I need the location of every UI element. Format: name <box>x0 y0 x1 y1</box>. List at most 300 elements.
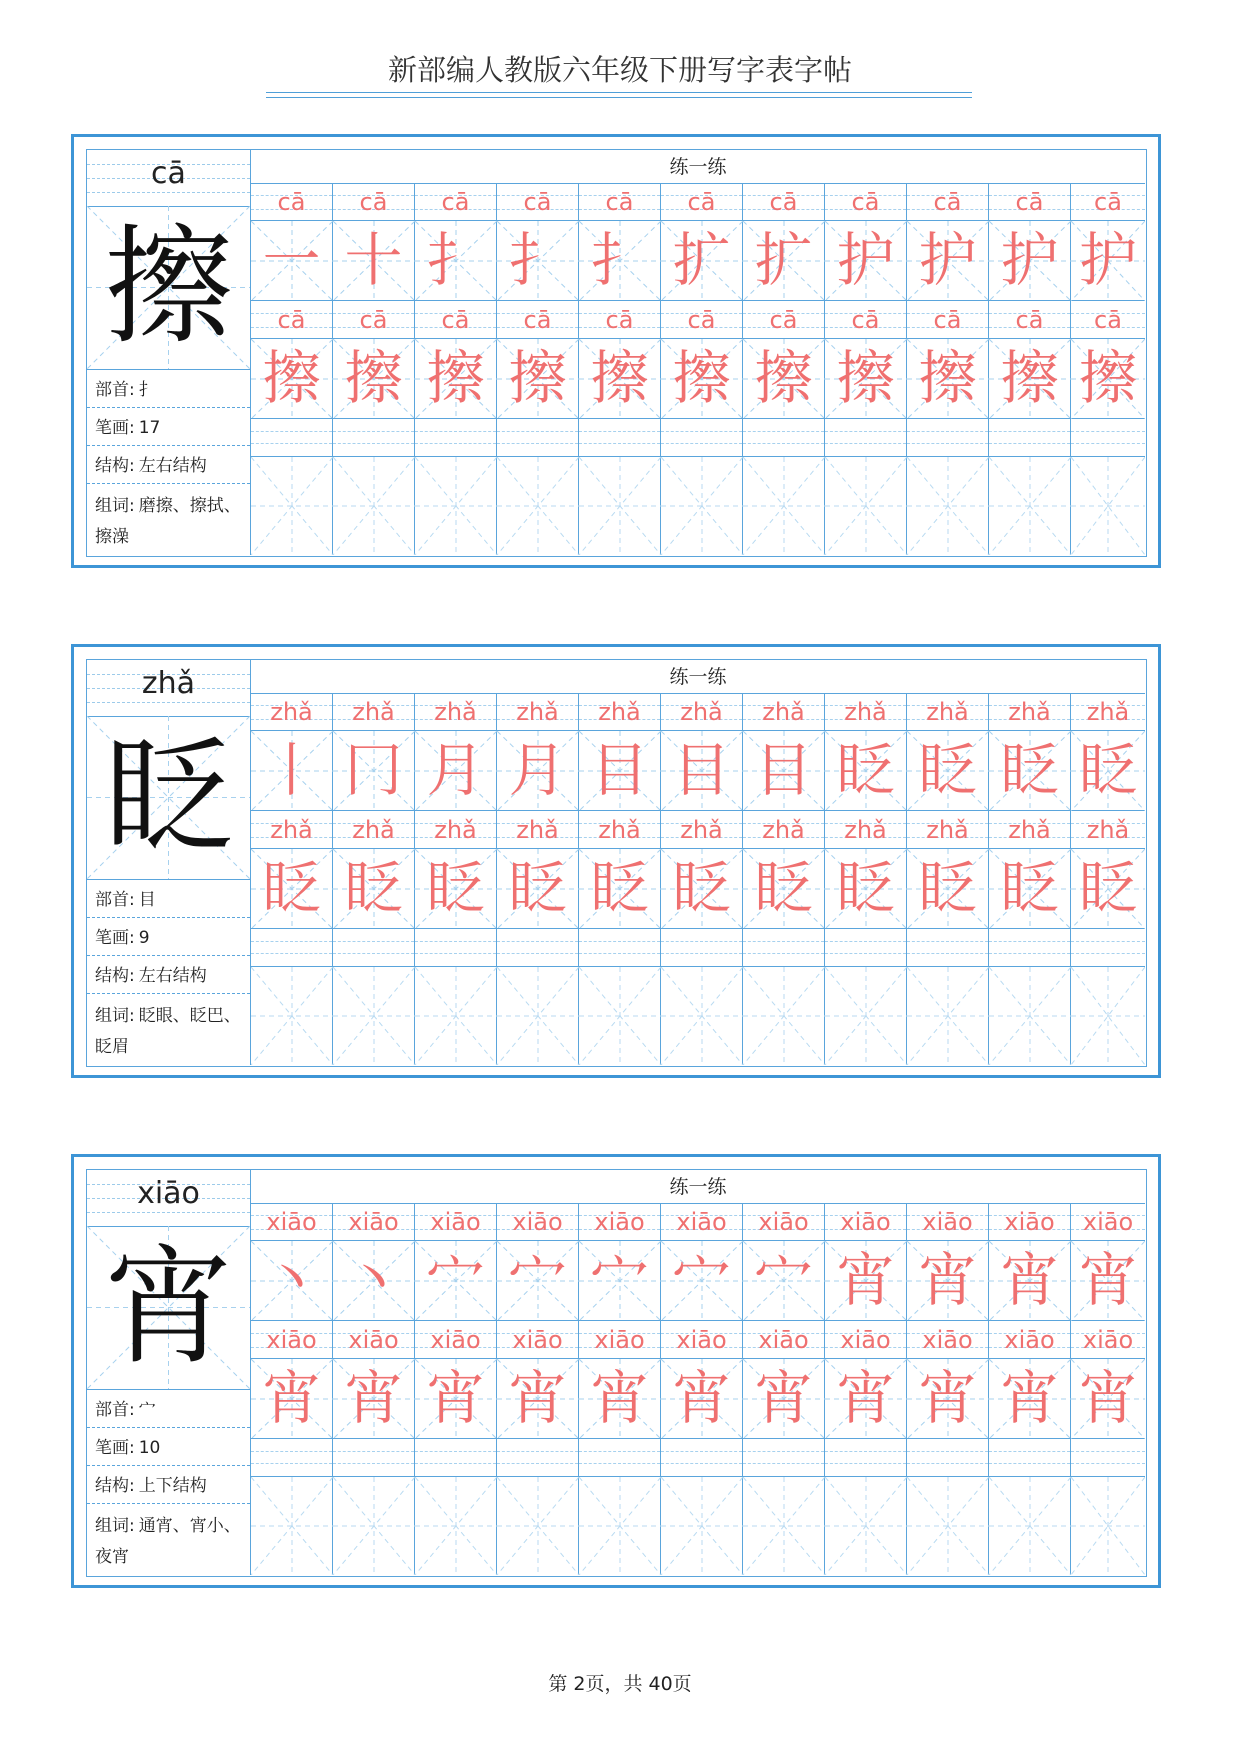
words-info-value: 通宵、宵小、夜宵 <box>95 1516 241 1567</box>
character-card <box>71 134 1161 568</box>
pinyin-guide-line <box>743 1451 824 1452</box>
pinyin-cell-text: zhǎ <box>434 816 477 844</box>
mizi-guide <box>497 457 579 555</box>
pinyin-guide-line <box>415 1463 496 1464</box>
blank-writing-cell <box>497 457 579 555</box>
pinyin-cell <box>1071 1321 1145 1359</box>
tracing-cell <box>907 1241 989 1321</box>
pinyin-guide-line <box>579 1463 660 1464</box>
pinyin-guide-line <box>989 431 1070 432</box>
pinyin-guide-line <box>251 953 332 954</box>
pinyin-cell <box>497 811 579 849</box>
tracing-character: 丨 <box>262 736 321 804</box>
tracing-cell <box>1071 221 1145 301</box>
main-pinyin-text: cā <box>151 156 186 191</box>
blank-pinyin-cell <box>251 1439 333 1477</box>
tracing-character: 擦 <box>590 344 649 412</box>
tracing-character: 宵 <box>508 1364 567 1432</box>
main-character-box <box>87 206 250 370</box>
blank-pinyin-cell <box>415 929 497 967</box>
tracing-character: 眨 <box>918 736 977 804</box>
tracing-cell <box>333 1241 415 1321</box>
main-character: 眨 <box>104 723 233 872</box>
tracing-cell <box>579 339 661 419</box>
tracing-character: 宵 <box>672 1364 731 1432</box>
pinyin-cell <box>579 811 661 849</box>
tracing-character: 宵 <box>262 1364 321 1432</box>
mizi-guide <box>907 1477 989 1575</box>
tracing-cell <box>661 1359 743 1439</box>
pinyin-cell <box>989 1321 1071 1359</box>
pinyin-guide-line <box>907 941 988 942</box>
blank-pinyin-cell <box>1071 929 1145 967</box>
pinyin-cell-text: cā <box>687 306 716 334</box>
blank-pinyin-cell <box>333 419 415 457</box>
tracing-character: 眨 <box>1078 736 1137 804</box>
mizi-guide <box>579 457 661 555</box>
pinyin-guide-line <box>87 702 250 703</box>
tracing-cell <box>743 339 825 419</box>
blank-pinyin-cell <box>415 419 497 457</box>
radical-info-value: 宀 <box>138 1400 156 1420</box>
blank-writing-cell <box>415 457 497 555</box>
page-footer: 第 2页，共 40页 <box>548 1673 692 1695</box>
pinyin-cell <box>497 183 579 221</box>
blank-pinyin-cell <box>907 929 989 967</box>
pinyin-guide-line <box>661 941 742 942</box>
pinyin-cell <box>661 693 743 731</box>
words-info-value: 眨眼、眨巴、眨眉 <box>95 1006 241 1057</box>
pinyin-cell-text: cā <box>687 188 716 216</box>
pinyin-cell-text: cā <box>933 188 962 216</box>
pinyin-cell <box>825 1321 907 1359</box>
main-pinyin <box>87 150 250 207</box>
tracing-character: 扌 <box>426 226 485 294</box>
pinyin-cell-text: xiāo <box>840 1208 891 1236</box>
tracing-cell <box>497 849 579 929</box>
blank-writing-cell <box>251 1477 333 1575</box>
tracing-cell <box>1071 339 1145 419</box>
blank-pinyin-cell <box>415 1439 497 1477</box>
pinyin-cell <box>415 183 497 221</box>
tracing-cell <box>825 221 907 301</box>
tracing-cell <box>1071 1241 1145 1321</box>
pinyin-cell-text: zhǎ <box>762 816 805 844</box>
blank-writing-cell <box>251 457 333 555</box>
pinyin-cell-text: xiāo <box>348 1326 399 1354</box>
pinyin-guide-line <box>1071 443 1145 444</box>
tracing-character: 护 <box>836 226 895 294</box>
pinyin-guide-line <box>989 953 1070 954</box>
pinyin-guide-line <box>415 1451 496 1452</box>
pinyin-cell-text: zhǎ <box>516 698 559 726</box>
tracing-character: 十 <box>344 226 403 294</box>
blank-pinyin-cell <box>251 419 333 457</box>
pinyin-cell <box>743 1321 825 1359</box>
tracing-cell <box>743 731 825 811</box>
mizi-guide <box>497 967 579 1065</box>
mizi-guide <box>743 1477 825 1575</box>
blank-pinyin-cell <box>743 419 825 457</box>
structure-info-value: 左右结构 <box>138 966 207 986</box>
mizi-guide <box>579 1477 661 1575</box>
tracing-character: 宵 <box>344 1364 403 1432</box>
words-info-label: 组词: <box>95 496 135 516</box>
tracing-character: 宵 <box>1078 1364 1137 1432</box>
pinyin-cell-text: cā <box>523 188 552 216</box>
blank-pinyin-cell <box>579 929 661 967</box>
tracing-cell <box>251 849 333 929</box>
pinyin-cell-text: xiāo <box>430 1326 481 1354</box>
pinyin-cell-text: zhǎ <box>1086 816 1130 844</box>
tracing-cell <box>1071 849 1145 929</box>
practice-grid <box>251 1170 1145 1575</box>
blank-writing-cell <box>415 1477 497 1575</box>
blank-pinyin-cell <box>989 1439 1071 1477</box>
mizi-guide <box>415 1477 497 1575</box>
tracing-cell <box>415 1359 497 1439</box>
radical-info-label: 部首: <box>95 1400 135 1420</box>
mizi-guide <box>907 967 989 1065</box>
pinyin-cell-text: zhǎ <box>844 816 887 844</box>
pinyin-guide-line <box>333 941 414 942</box>
pinyin-guide-line <box>907 953 988 954</box>
tracing-cell <box>415 1241 497 1321</box>
pinyin-guide-line <box>743 431 824 432</box>
pinyin-guide-line <box>579 443 660 444</box>
tracing-cell <box>661 731 743 811</box>
pinyin-cell-text: xiāo <box>594 1326 645 1354</box>
pinyin-cell <box>579 183 661 221</box>
tracing-cell <box>825 1241 907 1321</box>
blank-writing-cell <box>415 967 497 1065</box>
tracing-character: 护 <box>1078 226 1137 294</box>
pinyin-guide-line <box>251 431 332 432</box>
blank-writing-cell <box>743 1477 825 1575</box>
blank-writing-cell <box>907 457 989 555</box>
blank-writing-cell <box>497 1477 579 1575</box>
pinyin-cell-text: cā <box>851 188 880 216</box>
radical-info-label: 部首: <box>95 380 135 400</box>
main-character-box <box>87 716 250 880</box>
mizi-guide <box>333 457 415 555</box>
tracing-character: 月 <box>508 736 567 804</box>
tracing-cell <box>907 221 989 301</box>
words-info-value: 磨擦、擦拭、擦澡 <box>95 496 241 547</box>
card-inner-frame <box>86 149 1147 557</box>
card-inner-frame <box>86 659 1147 1067</box>
mizi-guide <box>989 967 1071 1065</box>
blank-writing-cell <box>989 967 1071 1065</box>
tracing-character: 冂 <box>344 736 403 804</box>
pinyin-cell-text: zhǎ <box>270 698 313 726</box>
pinyin-cell <box>251 693 333 731</box>
main-pinyin <box>87 660 250 717</box>
pinyin-guide-line <box>1071 1463 1145 1464</box>
blank-writing-cell <box>661 1477 743 1575</box>
tracing-cell <box>333 849 415 929</box>
practice-grid <box>251 150 1145 555</box>
tracing-character: 眨 <box>1078 854 1137 922</box>
pinyin-cell-text: zhǎ <box>680 816 723 844</box>
pinyin-guide-line <box>497 953 578 954</box>
pinyin-cell-text: xiāo <box>430 1208 481 1236</box>
pinyin-guide-line <box>497 1451 578 1452</box>
title-rule-top <box>266 92 972 93</box>
tracing-cell <box>907 731 989 811</box>
tracing-character: 目 <box>672 736 731 804</box>
pinyin-cell-text: cā <box>605 306 634 334</box>
pinyin-cell-text: xiāo <box>1082 1326 1134 1354</box>
mizi-guide <box>661 967 743 1065</box>
pinyin-cell <box>989 1203 1071 1241</box>
pinyin-cell <box>825 693 907 731</box>
tracing-cell <box>661 339 743 419</box>
blank-pinyin-cell <box>251 929 333 967</box>
pinyin-guide-line <box>825 953 906 954</box>
blank-writing-cell <box>579 457 661 555</box>
pinyin-cell-text: zhǎ <box>1008 698 1051 726</box>
pinyin-cell-text: zhǎ <box>926 698 969 726</box>
blank-pinyin-cell <box>825 419 907 457</box>
tracing-cell <box>579 221 661 301</box>
pinyin-guide-line <box>333 1463 414 1464</box>
pinyin-cell-text: cā <box>1015 188 1044 216</box>
mizi-guide <box>251 1477 333 1575</box>
pinyin-guide-line <box>579 1451 660 1452</box>
pinyin-cell-text: xiāo <box>840 1326 891 1354</box>
blank-pinyin-cell <box>497 419 579 457</box>
blank-writing-cell <box>333 457 415 555</box>
blank-pinyin-cell <box>1071 419 1145 457</box>
blank-writing-cell <box>743 967 825 1065</box>
mizi-guide <box>743 967 825 1065</box>
tracing-cell <box>251 1241 333 1321</box>
blank-pinyin-cell <box>825 1439 907 1477</box>
tracing-cell <box>989 731 1071 811</box>
mizi-guide <box>1071 1477 1145 1575</box>
mizi-guide <box>661 457 743 555</box>
pinyin-cell-text: zhǎ <box>1086 698 1130 726</box>
blank-pinyin-cell <box>579 419 661 457</box>
tracing-cell <box>743 849 825 929</box>
structure-info <box>87 1467 250 1504</box>
character-info-panel <box>87 660 251 1065</box>
pinyin-guide-line <box>251 443 332 444</box>
mizi-guide <box>579 967 661 1065</box>
tracing-character: 一 <box>262 226 321 294</box>
pinyin-cell-text: cā <box>441 188 470 216</box>
blank-writing-cell <box>907 967 989 1065</box>
tracing-character: 宀 <box>672 1246 731 1314</box>
structure-info-value: 左右结构 <box>138 456 207 476</box>
tracing-cell <box>743 221 825 301</box>
pinyin-cell-text: xiāo <box>1004 1208 1055 1236</box>
pinyin-cell-text: xiāo <box>758 1208 809 1236</box>
blank-pinyin-cell <box>497 1439 579 1477</box>
pinyin-guide-line <box>579 953 660 954</box>
tracing-character: 宵 <box>918 1246 977 1314</box>
pinyin-guide-line <box>251 1451 332 1452</box>
structure-info-label: 结构: <box>95 1476 135 1496</box>
pinyin-cell-text: cā <box>277 188 306 216</box>
blank-pinyin-cell <box>333 929 415 967</box>
pinyin-cell <box>579 1321 661 1359</box>
pinyin-cell-text: cā <box>441 306 470 334</box>
main-character-box <box>87 1226 250 1390</box>
radical-info-value: 目 <box>138 890 156 910</box>
tracing-cell <box>579 731 661 811</box>
pinyin-cell-text: zhǎ <box>352 698 395 726</box>
blank-pinyin-cell <box>989 929 1071 967</box>
pinyin-cell <box>415 301 497 339</box>
radical-info-label: 部首: <box>95 890 135 910</box>
main-character: 擦 <box>104 213 233 362</box>
pinyin-cell <box>989 301 1071 339</box>
pinyin-cell <box>497 1321 579 1359</box>
pinyin-guide-line <box>497 431 578 432</box>
blank-writing-cell <box>1071 457 1145 555</box>
pinyin-guide-line <box>1071 1451 1145 1452</box>
radical-info <box>87 881 250 918</box>
character-info-panel <box>87 1170 251 1575</box>
pinyin-cell-text: xiāo <box>922 1208 973 1236</box>
pinyin-guide-line <box>497 443 578 444</box>
pinyin-cell-text: xiāo <box>1004 1326 1055 1354</box>
tracing-character: 宵 <box>1000 1364 1059 1432</box>
blank-writing-cell <box>661 457 743 555</box>
tracing-cell <box>743 1359 825 1439</box>
strokes-info-value: 9 <box>138 928 150 948</box>
strokes-info <box>87 1429 250 1466</box>
main-character: 宵 <box>104 1233 233 1382</box>
practice-header: 练一练 <box>251 1170 1145 1204</box>
tracing-character: 宀 <box>426 1246 485 1314</box>
radical-info <box>87 1391 250 1428</box>
pinyin-guide-line <box>743 941 824 942</box>
pinyin-cell-text: xiāo <box>512 1326 563 1354</box>
tracing-character: 宵 <box>1000 1246 1059 1314</box>
mizi-guide <box>333 1477 415 1575</box>
pinyin-cell-text: zhǎ <box>434 698 477 726</box>
practice-grid <box>251 660 1145 1065</box>
strokes-info <box>87 409 250 446</box>
tracing-cell <box>907 849 989 929</box>
blank-pinyin-cell <box>497 929 579 967</box>
pinyin-cell <box>579 301 661 339</box>
pinyin-cell-text: cā <box>1094 306 1122 334</box>
tracing-character: 眨 <box>672 854 731 922</box>
tracing-character: 眨 <box>426 854 485 922</box>
pinyin-cell <box>743 1203 825 1241</box>
tracing-character: 宵 <box>918 1364 977 1432</box>
pinyin-cell-text: xiāo <box>922 1326 973 1354</box>
mizi-guide <box>989 457 1071 555</box>
tracing-character: 擦 <box>672 344 731 412</box>
pinyin-guide-line <box>333 953 414 954</box>
pinyin-cell <box>743 693 825 731</box>
pinyin-cell <box>333 693 415 731</box>
tracing-character: 宵 <box>836 1364 895 1432</box>
tracing-character: 擦 <box>426 344 485 412</box>
pinyin-cell-text: cā <box>1015 306 1044 334</box>
pinyin-cell <box>661 183 743 221</box>
blank-pinyin-cell <box>907 419 989 457</box>
pinyin-cell-text: xiāo <box>676 1208 727 1236</box>
tracing-character: 擦 <box>262 344 321 412</box>
pinyin-guide-line <box>1071 941 1145 942</box>
tracing-character: 眨 <box>836 736 895 804</box>
pinyin-cell <box>989 693 1071 731</box>
tracing-character: 眨 <box>1000 854 1059 922</box>
pinyin-cell <box>333 301 415 339</box>
blank-writing-cell <box>989 1477 1071 1575</box>
blank-writing-cell <box>743 457 825 555</box>
blank-pinyin-cell <box>907 1439 989 1477</box>
pinyin-guide-line <box>989 1463 1070 1464</box>
pinyin-cell <box>415 1203 497 1241</box>
tracing-cell <box>497 221 579 301</box>
tracing-character: 宀 <box>590 1246 649 1314</box>
tracing-character: 月 <box>426 736 485 804</box>
tracing-cell <box>661 221 743 301</box>
pinyin-cell <box>825 1203 907 1241</box>
tracing-cell <box>1071 731 1145 811</box>
mizi-guide <box>1071 967 1145 1065</box>
words-info-label: 组词: <box>95 1516 135 1536</box>
tracing-character: 宵 <box>1078 1246 1137 1314</box>
tracing-cell <box>333 221 415 301</box>
tracing-character: 宀 <box>754 1246 813 1314</box>
character-card <box>71 1154 1161 1588</box>
tracing-character: 眨 <box>836 854 895 922</box>
tracing-cell <box>825 1359 907 1439</box>
tracing-cell <box>989 1241 1071 1321</box>
blank-writing-cell <box>1071 967 1145 1065</box>
tracing-cell <box>989 849 1071 929</box>
pinyin-guide-line <box>743 443 824 444</box>
blank-pinyin-cell <box>661 1439 743 1477</box>
strokes-info-label: 笔画: <box>95 928 135 948</box>
pinyin-guide-line <box>251 1463 332 1464</box>
mizi-guide <box>497 1477 579 1575</box>
pinyin-guide-line <box>497 1463 578 1464</box>
blank-pinyin-cell <box>661 929 743 967</box>
pinyin-cell <box>333 1203 415 1241</box>
strokes-info-label: 笔画: <box>95 1438 135 1458</box>
blank-writing-cell <box>251 967 333 1065</box>
pinyin-cell-text: xiāo <box>266 1208 317 1236</box>
tracing-cell <box>415 731 497 811</box>
pinyin-cell-text: zhǎ <box>516 816 559 844</box>
pinyin-cell <box>907 1203 989 1241</box>
radical-info-value: 扌 <box>138 380 156 400</box>
tracing-character: 擦 <box>754 344 813 412</box>
pinyin-cell <box>907 1321 989 1359</box>
words-info-label: 组词: <box>95 1006 135 1026</box>
main-pinyin-text: zhǎ <box>141 666 196 701</box>
pinyin-guide-line <box>907 1451 988 1452</box>
tracing-character: 擦 <box>1000 344 1059 412</box>
words-info <box>87 1505 250 1573</box>
blank-pinyin-cell <box>579 1439 661 1477</box>
strokes-info <box>87 919 250 956</box>
tracing-character: 目 <box>754 736 813 804</box>
pinyin-cell-text: cā <box>359 306 388 334</box>
mizi-guide <box>415 457 497 555</box>
tracing-cell <box>907 1359 989 1439</box>
pinyin-cell-text: xiāo <box>1082 1208 1134 1236</box>
